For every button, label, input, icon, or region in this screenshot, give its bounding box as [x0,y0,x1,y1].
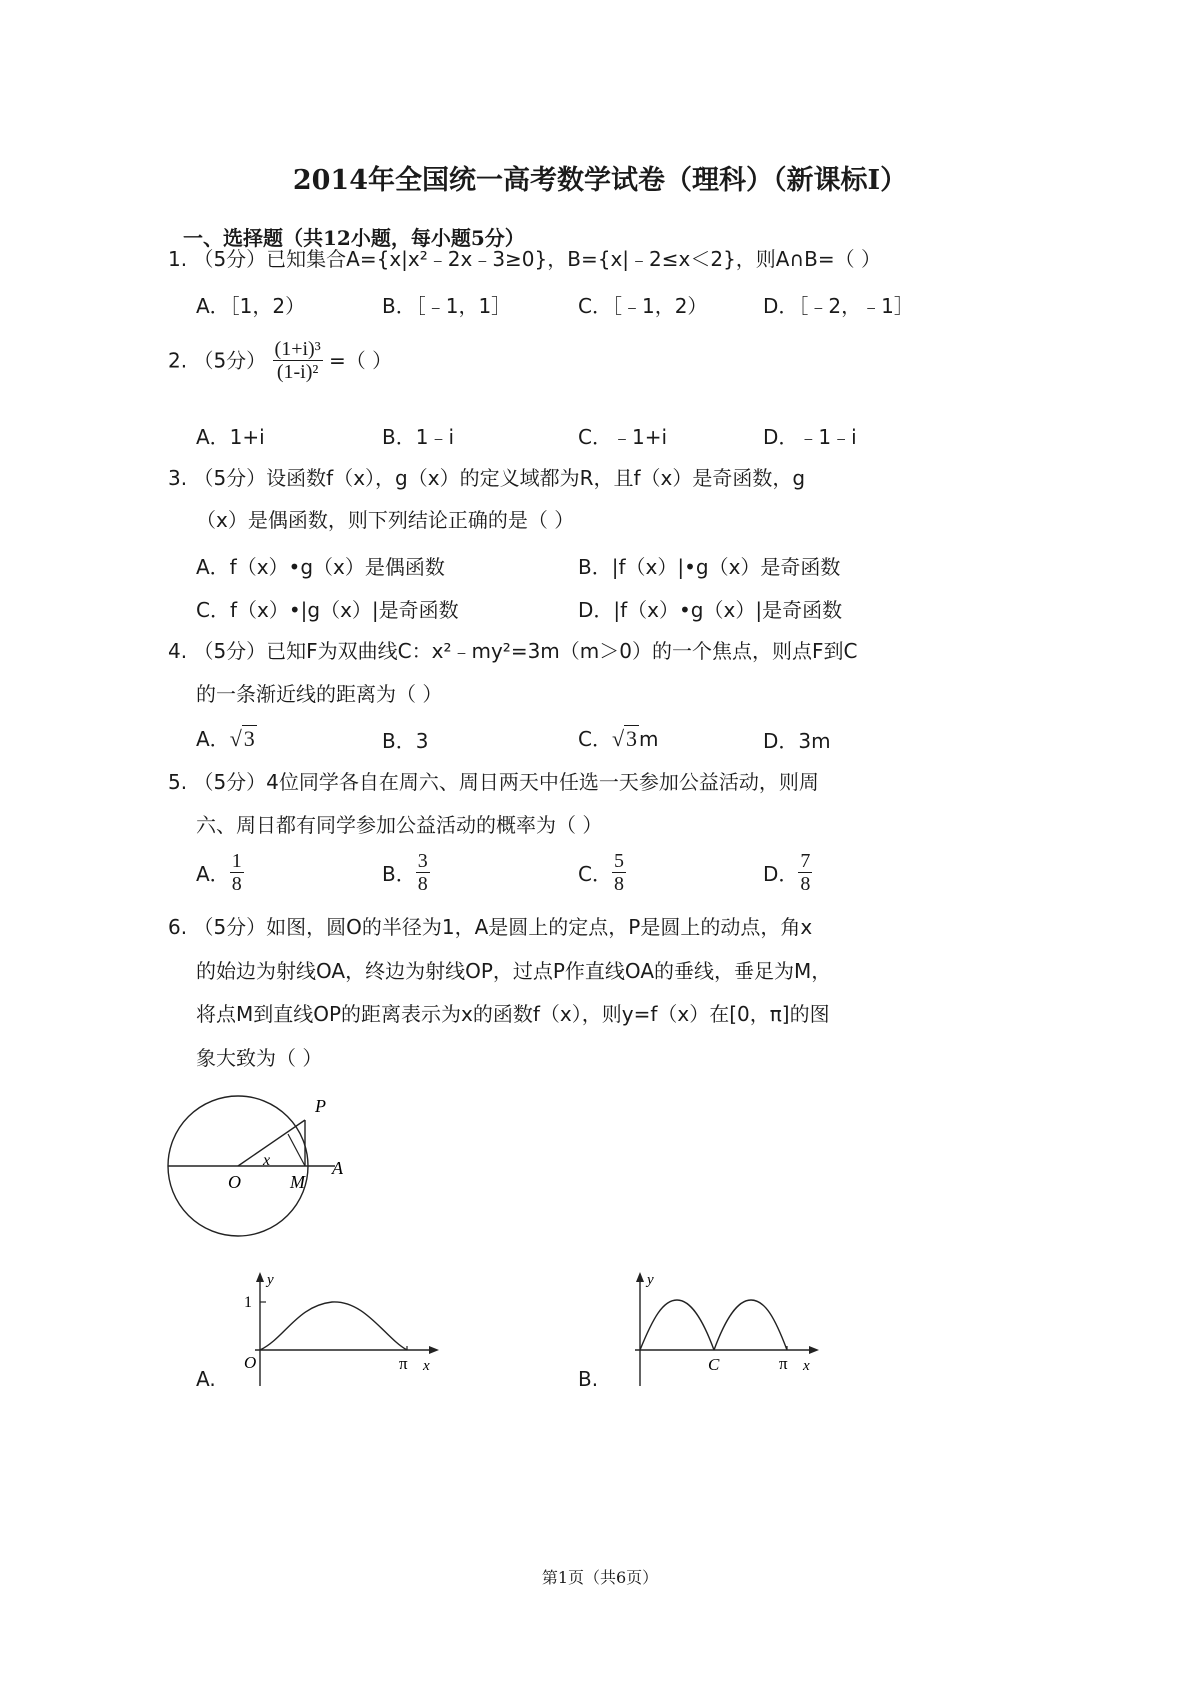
q4-option-a-label: A． [196,727,230,751]
page-title: 2014年全国统一高考数学试卷（理科）（新课标Ⅰ） [292,165,908,196]
q2-option-b: B．1﹣i [382,425,455,449]
circle-figure [160,1090,360,1250]
q5-option-a-fraction [230,850,244,895]
q5-option-a-denominator: 8 [231,873,242,895]
graph-b-arch-1 [640,1300,714,1350]
question-4-line-2: 的一条渐近线的距离为（ ） [196,682,443,706]
graph-option-a [225,1268,455,1398]
question-6-line-2: 的始边为射线OA，终边为射线OP，过点P作直线OA的垂线，垂足为M， [196,959,832,983]
label-p: P [315,1096,326,1116]
section-heading: 一、选择题（共12小题，每小题5分） [183,226,525,250]
q2-option-c: C．﹣1+i [578,425,668,449]
q1-option-a: A．［1，2） [196,294,306,318]
q1-option-d: D．［﹣2，﹣1］ [763,294,914,318]
graph-a-curve [260,1302,407,1350]
q2-fraction [273,338,323,383]
q4-option-c-radicand: 3 [626,726,638,751]
question-3-line-1: 3. （5分）设函数f（x），g（x）的定义域都为R，且f（x）是奇函数，g [168,466,806,490]
q6-option-a-label: A. [196,1367,216,1391]
graph-a-x-arrow [429,1346,439,1354]
graph-b-y-arrow [636,1272,644,1282]
q5-option-a-label: A． [196,862,230,886]
q3-option-d: D．|f（x）•g（x）|是奇函数 [578,598,843,622]
q3-option-a: A．f（x）•g（x）是偶函数 [196,555,445,579]
q4-option-a [196,723,257,752]
question-6-line-4: 象大致为（ ） [196,1046,323,1070]
q4-option-c-label: C． [578,727,612,751]
page-footer: 第1页（共6页） [541,1568,659,1587]
graph-b-x-arrow [809,1346,819,1354]
q5-option-c-label: C． [578,862,612,886]
q2-prefix: 2. （5分） [168,348,267,373]
question-3-line-2: （x）是偶函数，则下列结论正确的是（ ） [196,508,575,532]
q5-option-c-denominator: 8 [613,873,624,895]
graph-a-label-x: x [423,1358,430,1374]
q5-option-d-fraction [798,850,812,895]
graph-b-arch-2 [714,1300,787,1350]
q4-option-c [578,723,659,752]
label-angle-x: x [263,1152,271,1169]
q3-option-b: B．|f（x）|•g（x）是奇函数 [578,555,841,579]
q4-option-d: D．3m [763,729,831,753]
q2-option-d: D．﹣1﹣i [763,425,857,449]
q5-option-d-numerator: 7 [800,850,811,872]
question-5-line-2: 六、周日都有同学参加公益活动的概率为（ ） [196,813,603,837]
q5-option-c-fraction [612,850,626,895]
q2-suffix: =（ ） [329,348,393,373]
q4-option-a-sqrt: √3 [229,726,255,751]
q3-option-c: C．f（x）•|g（x）|是奇函数 [196,598,459,622]
graph-a-label-y: y [267,1272,274,1288]
label-a: A [332,1158,343,1178]
q2-denominator: (1-i)² [276,361,319,383]
q5-option-b-denominator: 8 [417,873,428,895]
q5-option-c-numerator: 5 [613,850,624,872]
graph-a-y-arrow [256,1272,264,1282]
graph-a-label-pi: π [399,1354,408,1373]
question-1-text: 1. （5分）已知集合A={x|x²﹣2x﹣3≥0}，B={x|﹣2≤x＜2}，则A∩B=（ ） [168,247,881,271]
q5-option-b-numerator: 3 [417,850,428,872]
graph-b-label-y: y [647,1272,654,1288]
q1-option-c: C．［﹣1，2） [578,294,708,318]
graph-a-label-o: O [244,1353,257,1372]
graph-b-label-pi: π [779,1354,788,1373]
q6-option-b-label: B. [578,1367,599,1391]
q5-option-b [382,850,430,895]
question-6-line-3: 将点M到直线OP的距离表示为x的函数f（x），则y=f（x）在[0，π]的图 [196,1002,830,1026]
question-5-line-1: 5. （5分）4位同学各自在周六、周日两天中任选一天参加公益活动，则周 [168,770,819,794]
q2-option-a: A．1+i [196,425,265,449]
ray-op [238,1120,305,1166]
graph-b-label-c: C [708,1355,720,1374]
q5-option-d-label: D． [763,862,799,886]
q4-option-b: B．3 [382,729,429,753]
q5-option-a-numerator: 1 [231,850,242,872]
q5-option-d [763,850,812,895]
question-6-line-1: 6. （5分）如图，圆O的半径为1，A是圆上的定点，P是圆上的动点，角x [168,915,813,939]
q1-option-b: B．［﹣1，1］ [382,294,512,318]
question-2-text [168,338,392,383]
label-o: O [228,1172,241,1192]
q5-option-a [196,850,244,895]
question-4-line-1: 4. （5分）已知F为双曲线C：x²﹣my²=3m（m＞0）的一个焦点，则点F到C [168,639,858,663]
graph-option-b [605,1268,835,1398]
q4-option-c-sqrt: √3 [611,726,638,751]
graph-a-label-1: 1 [244,1294,252,1311]
q4-option-c-suffix: m [639,727,659,751]
q4-option-a-radicand: 3 [243,726,255,751]
q2-numerator: (1+i)³ [274,338,321,360]
q5-option-b-fraction [416,850,430,895]
q5-option-d-denominator: 8 [800,873,811,895]
q5-option-b-label: B． [382,862,416,886]
graph-b-label-x: x [803,1358,810,1374]
label-m: M [290,1172,305,1192]
q5-option-c [578,850,626,895]
